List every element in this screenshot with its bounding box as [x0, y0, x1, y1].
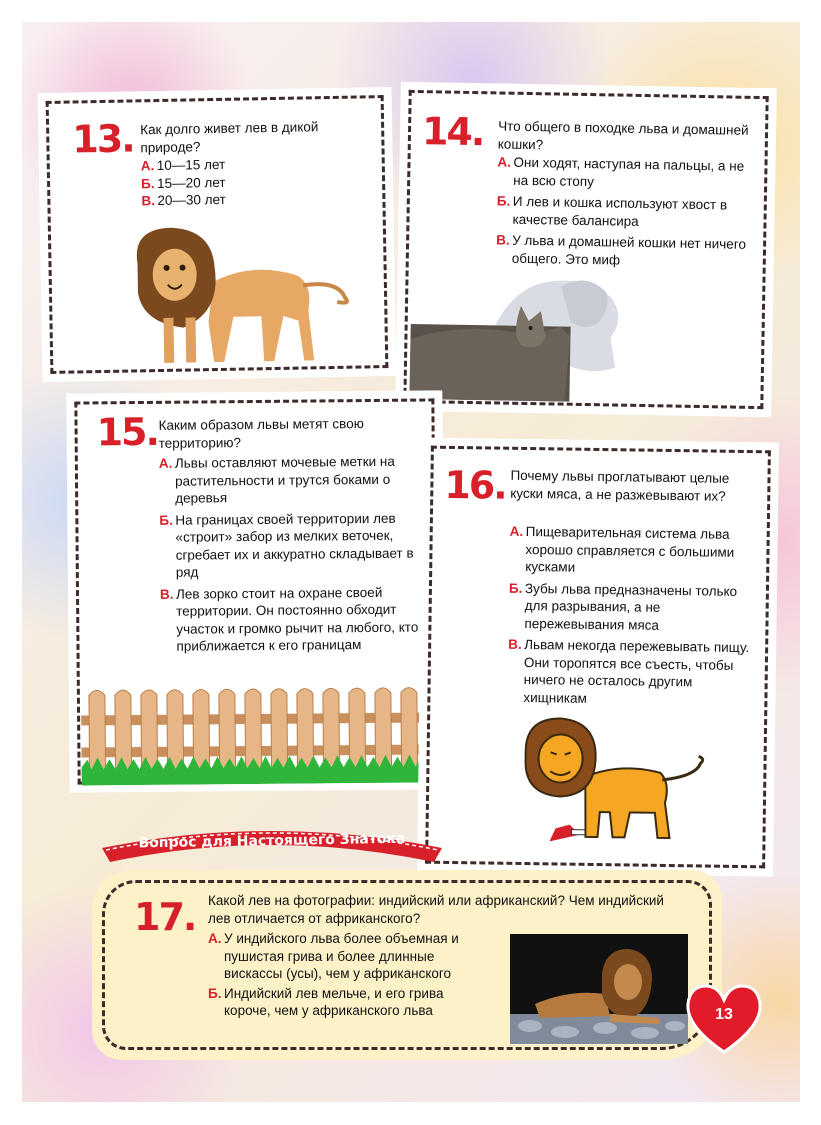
answer-options: [507, 523, 760, 709]
question-card-13: [40, 89, 395, 380]
question-text-17: Какой лев на фотографии: индийский или африканский? Чем индийский лев отличается от африканского?: [208, 893, 664, 926]
option-b[interactable]: Б. 15—20 лет: [140, 174, 226, 191]
question-number: 14.: [421, 109, 484, 155]
option-c[interactable]: В. Лев зорко стоит на охране своей территории. Он постоянно обходит участок и громко рычит на любого, кто приближается к его границам: [159, 584, 419, 654]
question-text: Почему львы проглатывают целые куски мяса, а не разжевывают их?: [510, 467, 730, 504]
answer-options: [159, 453, 426, 656]
option-b[interactable]: Б. Зубы льва предназначены только для разрывания, а не пережевывания мяса: [508, 580, 738, 633]
question-text: Что общего в походке льва и домашней кошки?: [497, 118, 749, 152]
answer-options-17: [208, 930, 476, 1020]
answer-options: [141, 153, 367, 209]
lion-illustration: [122, 220, 355, 374]
wooden-fence-illustration: [81, 682, 434, 785]
question-number-17: 17.: [134, 895, 196, 939]
option-a[interactable]: А. У индийского льва более объемная и пушистая грива и более длинные вискассы (усы), чем у африканского: [208, 931, 459, 981]
question-card-16: [419, 440, 777, 875]
book-page: [22, 22, 800, 1102]
option-a[interactable]: А. Пищеварительная система льва хорошо справляется с большими кусками: [509, 523, 735, 575]
cartoon-lion-illustration: [509, 716, 711, 849]
option-a[interactable]: А. Львы оставляют мочевые метки на растительности и трутся боками о деревья: [158, 453, 395, 506]
question-text: Как долго живет лев в дикой природе?: [140, 119, 319, 155]
question-number: 15.: [96, 409, 159, 455]
option-c[interactable]: В. 20—30 лет: [141, 191, 226, 209]
option-b[interactable]: Б. На границах своей территории лев «строит» забор из мелких веточек, сгребает их и аккуратно складывает в ряд: [159, 510, 414, 580]
option-c[interactable]: В. У льва и домашней кошки нет ничего общего. Это миф: [496, 232, 747, 268]
question-number: 13.: [71, 116, 135, 162]
expert-ribbon-label: Вопрос для Настоящего Знатока: [138, 830, 406, 852]
option-b[interactable]: Б. Индийский лев мельче, и его грива короче, чем у африканского льва: [208, 985, 444, 1018]
option-b[interactable]: Б. И лев и кошка используют хвост в качестве балансира: [496, 193, 728, 229]
cat-with-lion-shadow-photo: [409, 264, 761, 405]
page-number: 13: [715, 1006, 733, 1023]
option-a[interactable]: А. Они ходят, наступая на пальцы, а не на всю стопу: [497, 154, 745, 189]
answer-options: [496, 153, 753, 270]
option-c[interactable]: В. Львам некогда пережевывать пищу. Они торопятся все съесть, чтобы ничего не осталось другим хищникам: [508, 636, 750, 706]
question-number: 16.: [444, 462, 507, 508]
lion-photo: [510, 934, 688, 1044]
question-card-15: [68, 392, 443, 790]
question-text: Каким образом львы метят свою территорию?: [158, 416, 364, 451]
option-a[interactable]: А. 10—15 лет: [140, 156, 226, 174]
question-card-14: [397, 84, 775, 415]
